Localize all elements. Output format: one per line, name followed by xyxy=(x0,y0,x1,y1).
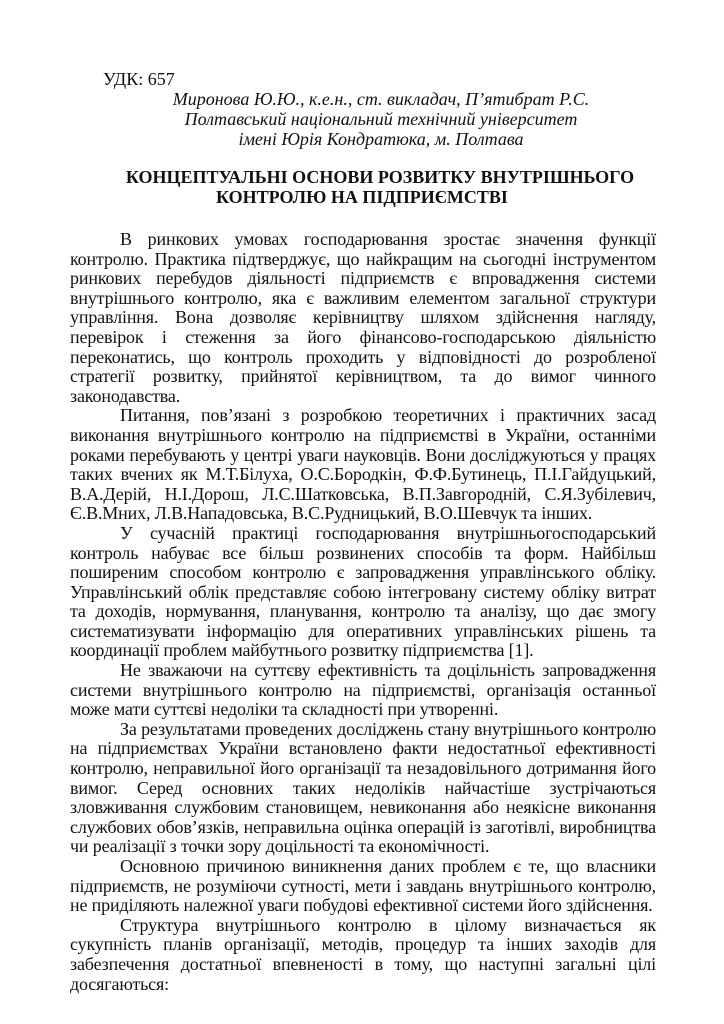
paper-title xyxy=(120,167,640,207)
city-line: імені Юрія Кондратюка, м. Полтава xyxy=(238,129,524,149)
paragraph: В ринкових умовах господарювання зростає значення функції контролю. Практика підтверджує, що найкращим на сьогодні інструментом ринкових перебудов діяльності підприємств є впровадження системи внутрішнього контролю, яка є важливим елементом загальної структури управління. Вона дозволяє керівництву шляхом здійснення нагляду, перевірок і стеження за його фінансово-господарською діяльністю переконатись, що контроль проходить у відповідності до розробленої стратегії розвитку, прийнятої керівництвом, та до вимог чинного законодавства. xyxy=(70,229,656,406)
paragraph: Структура внутрішнього контролю в цілому визначається як сукупність планів організації, методів, процедур та інших заходів для забезпечення достатньої впевненості в тому, що наступні загальні цілі досягаються: xyxy=(70,914,656,994)
body-text xyxy=(70,230,656,994)
paragraph: Основною причиною виникнення даних проблем є те, що власники підприємств, не розуміючи сутності, мети і завдань внутрішнього контролю, не приділяють належної уваги побудові ефективної системи його здійснення. xyxy=(70,856,656,916)
university-line: Полтавський національний технічний університет xyxy=(184,109,578,129)
paragraph: Питання, пов’язані з розробкою теоретичних і практичних засад виконання внутрішнього контролю на підприємстві в України, останніми роками перебувають у центрі уваги науковців. Вони досліджуються у працях таких вчених як М.Т.Білуха, О.С.Бородкін, Ф.Ф.Бутинець, П.І.Гайдуцький, В.А.Дерій, Н.І.Дорош, Л.С.Шатковська, В.П.Завгородній, С.Я.Зубілевич, Є.В.Мних, Л.В.Нападовська, В.С.Рудницький, В.О.Шевчук та інших. xyxy=(70,405,656,524)
paragraph: У сучасній практиці господарювання внутрішньогосподарський контроль набуває все більш розвинених способів та форм. Найбільш поширеним способом контролю є запровадження управлінського обліку. Управлінський облік представляє собою інтегровану систему обліку витрат та доходів, нормування, планування, контролю та аналізу, що дає змогу систематизувати інформацію для оперативних управлінських рішень та координації проблем майбутнього розвитку підприємства [1]. xyxy=(70,522,656,661)
paragraph: За результатами проведених досліджень стану внутрішнього контролю на підприємствах України встановлено факти недостатньої ефективності контролю, неправильної його організації та незадовільного дотримання його вимог. Серед основних таких недоліків найчастіше зустрічаються зловживання службовим становищем, невиконання або неякісне виконання службових обов’язків, неправильна оцінка операцій із заготівлі, виробництва чи реалізації з точки зору доцільності та економічності. xyxy=(70,718,656,857)
author-affiliation xyxy=(150,89,612,149)
title-line-1: КОНЦЕПТУАЛЬНІ ОСНОВИ РОЗВИТКУ ВНУТРІШНЬОГО xyxy=(125,167,635,187)
paragraph: Не зважаючи на суттєву ефективність та доцільність запровадження системи внутрішнього контролю на підприємстві, організація останньої може мати суттєві недоліки та складності при утворенні. xyxy=(70,660,656,720)
udk-code: УДК: 657 xyxy=(103,69,175,89)
title-line-2: КОНТРОЛЮ НА ПІДПРИЄМСТВІ xyxy=(216,187,508,207)
authors-line: Миронова Ю.Ю., к.е.н., ст. викладач, П’ятибрат Р.С. xyxy=(172,89,590,109)
